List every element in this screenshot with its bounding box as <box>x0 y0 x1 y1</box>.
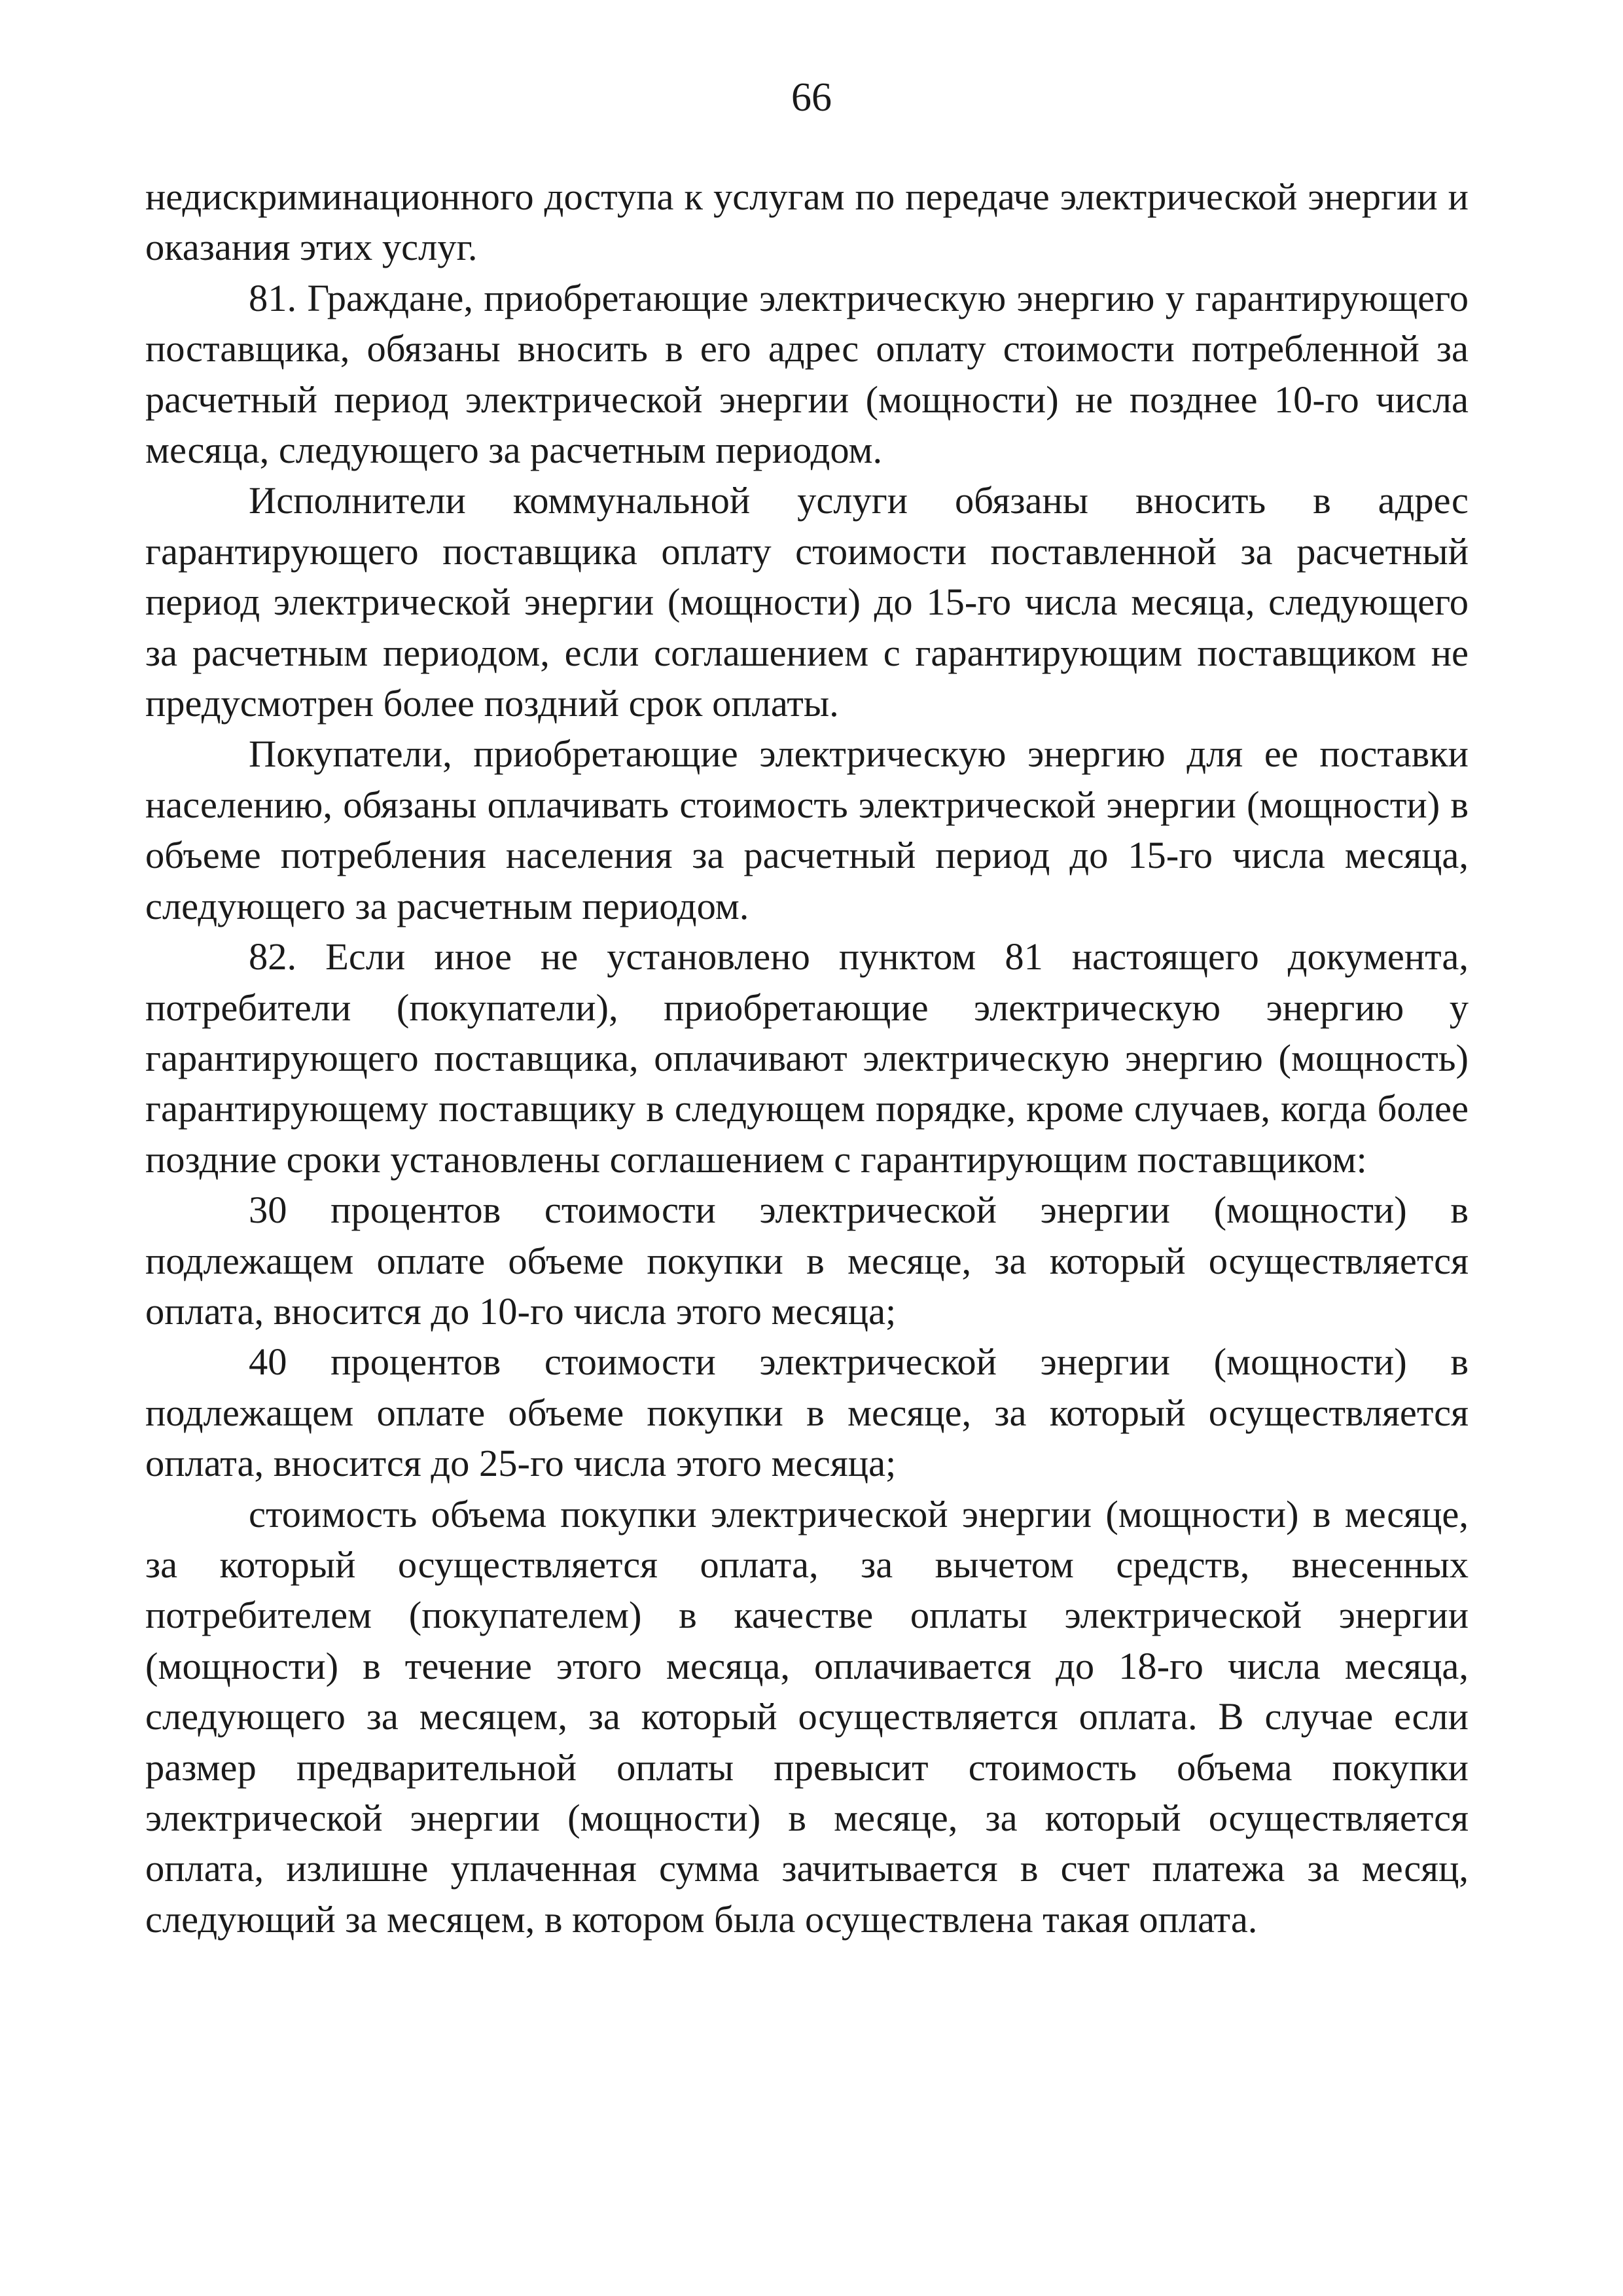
page-number: 66 <box>791 75 832 120</box>
document-body <box>145 171 1469 1945</box>
paragraph-continuation: недискриминационного доступа к услугам по передаче электрической энергии и оказания этих услуг. <box>145 175 1469 269</box>
paragraph-81: 81. Граждане, приобретающие электрическую энергию у гарантирующего поставщика, обязаны вносить в его адрес оплату стоимости потребленной за расчетный период электрической энергии (мощности) не позднее 10-го числа месяца, следующего за расчетным периодом. <box>145 276 1469 472</box>
paragraph-82: 82. Если иное не установлено пунктом 81 настоящего документа, потребители (покупатели), приобретающие электрическую энергию у гарантирующего поставщика, оплачивают электрическую энергию (мощность) гарантирующему поставщику в следующем порядке, кроме случаев, когда более поздние сроки установлены соглашением с гарантирующим поставщиком: <box>145 935 1469 1181</box>
paragraph-30-percent: 30 процентов стоимости электрической энергии (мощности) в подлежащем оплате объеме покупки в месяце, за который осуществляется оплата, вносится до 10-го числа этого месяца; <box>145 1189 1469 1333</box>
paragraph-utility-providers: Исполнители коммунальной услуги обязаны вносить в адрес гарантирующего поставщика оплату стоимости поставленной за расчетный период электрической энергии (мощности) до 15-го числа месяца, следующего за расчетным периодом, если соглашением с гарантирующим поставщиком не предусмотрен более поздний срок оплаты. <box>145 479 1469 725</box>
paragraph-buyers-population: Покупатели, приобретающие электрическую энергию для ее поставки населению, обязаны оплачивать стоимость электрической энергии (мощности) в объеме потребления населения за расчетный период до 15-го числа месяца, следующего за расчетным периодом. <box>145 732 1469 927</box>
paragraph-remaining-cost: стоимость объема покупки электрической энергии (мощности) в месяце, за который осуществляется оплата, за вычетом средств, внесенных потребителем (покупателем) в качестве оплаты электрической энергии (мощности) в течение этого месяца, оплачивается до 18-го числа месяца, следующего за месяцем, за который осуществляется оплата. В случае если размер предварительной оплаты превысит стоимость объема покупки электрической энергии (мощности) в месяце, за который осуществляется оплата, излишне уплаченная сумма зачитывается в счет платежа за месяц, следующий за месяцем, в котором была осуществлена такая оплата. <box>145 1492 1469 1941</box>
paragraph-40-percent: 40 процентов стоимости электрической энергии (мощности) в подлежащем оплате объеме покупки в месяце, за который осуществляется оплата, вносится до 25-го числа этого месяца; <box>145 1340 1469 1485</box>
